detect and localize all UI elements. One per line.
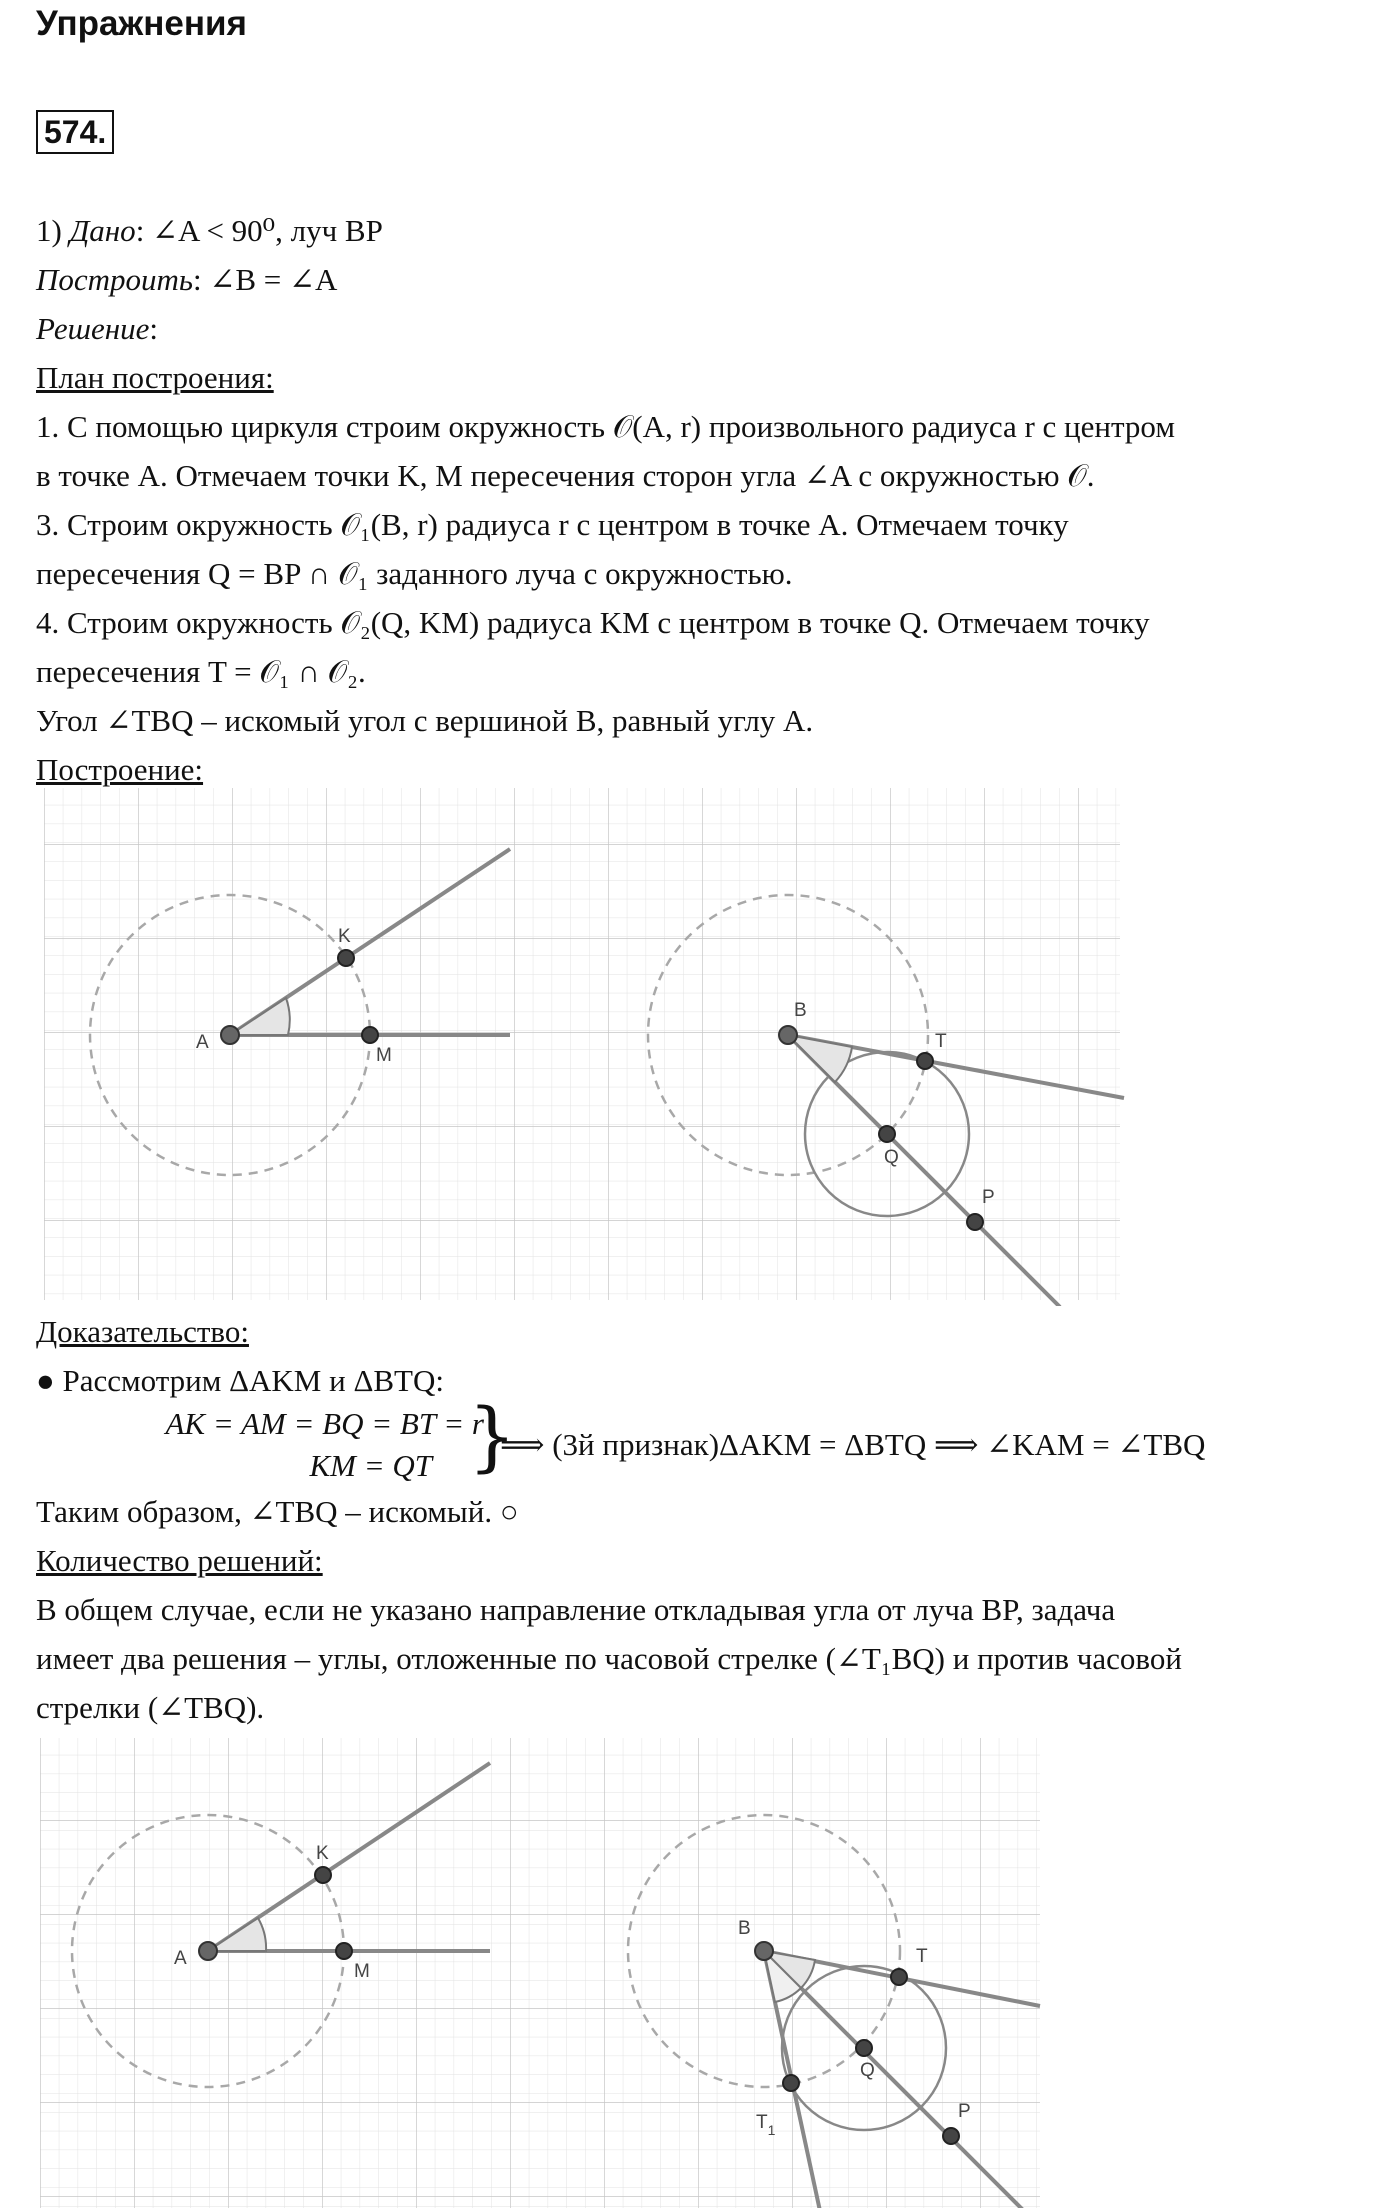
given-label: Дано	[69, 213, 136, 248]
given-line	[36, 206, 1376, 255]
point-T	[917, 1053, 933, 1069]
construct-text: : ∠B = ∠A	[193, 262, 338, 297]
point-K	[315, 1867, 331, 1883]
proof-heading: Доказательство:	[36, 1314, 249, 1349]
label-K: K	[338, 926, 351, 947]
plan-step-4b: пересечения T = 𝒪₁ ∩ 𝒪₂.	[36, 654, 366, 689]
point-P	[943, 2128, 959, 2144]
label-M: M	[354, 1961, 370, 1982]
construct-label: Построить	[36, 262, 194, 297]
point-A	[221, 1026, 239, 1044]
section-title: Упражнения	[36, 4, 247, 43]
label-B: B	[794, 1000, 807, 1021]
plan-conclusion: Угол ∠TBQ – искомый угол с вершиной B, равный углу A.	[36, 703, 814, 738]
label-K: K	[316, 1843, 329, 1864]
construction-figure-2	[0, 1736, 1400, 2208]
proof-eq2: KM = QT	[309, 1448, 432, 1483]
solutions-line-2: имеет два решения – углы, отложенные по часовой стрелке (∠T₁BQ) и против часовой	[36, 1641, 1182, 1676]
solution-label: Решение	[36, 311, 150, 346]
label-T1-main: T	[756, 2112, 768, 2133]
point-A	[199, 1942, 217, 1960]
proof-system	[84, 1403, 484, 1487]
point-B	[755, 1942, 773, 1960]
proof-conclusion: ⟹ (3й признак)ΔAKM = ΔBTQ ⟹ ∠KAM = ∠TBQ	[500, 1427, 1206, 1462]
solution-line	[36, 304, 1376, 353]
solutions-heading: Количество решений:	[36, 1543, 323, 1578]
point-M	[362, 1027, 378, 1043]
plan-step-1b: в точке A. Отмечаем точки K, M пересечения сторон угла ∠A с окружностью 𝒪.	[36, 458, 1095, 493]
construction-figure-1	[0, 786, 1400, 1306]
plan-step-1: 1. С помощью циркуля строим окружность 𝒪(A, r) произвольного радиуса r с центром	[36, 409, 1175, 444]
point-M	[336, 1943, 352, 1959]
point-T	[891, 1969, 907, 1985]
solution-text: :	[149, 311, 158, 346]
given-text: : ∠A < 90⁰, луч BP	[135, 213, 383, 248]
proof-consider: ● Рассмотрим ΔAKM и ΔBTQ:	[36, 1363, 444, 1398]
grid-major	[40, 1738, 1040, 2208]
point-P	[967, 1214, 983, 1230]
label-T1-sub: 1	[767, 2122, 776, 2138]
point-T1	[783, 2075, 799, 2091]
plan-heading: План построения:	[36, 360, 274, 395]
proof-block	[36, 1307, 1376, 1405]
given-prefix: 1)	[36, 213, 70, 248]
solutions-line-1: В общем случае, если не указано направление откладывая угла от луча BP, задача	[36, 1592, 1116, 1627]
solutions-block	[36, 1487, 1376, 1732]
label-A: A	[174, 1948, 187, 1969]
solutions-line-3: стрелки (∠TBQ).	[36, 1690, 265, 1725]
proof-eq1: AK = AM = BQ = BT = r	[165, 1406, 484, 1441]
proof-final: Таким образом, ∠TBQ – искомый. ○	[36, 1494, 519, 1529]
given-block	[36, 206, 1376, 794]
plan-step-3: 3. Строим окружность 𝒪₁(B, r) радиуса r с центром в точке A. Отмечаем точку	[36, 507, 1069, 542]
label-T: T	[935, 1031, 947, 1052]
point-Q	[856, 2040, 872, 2056]
plan-step-4: 4. Строим окружность 𝒪₂(Q, KM) радиуса KM с центром в точке Q. Отмечаем точку	[36, 605, 1150, 640]
plan-step-3b: пересечения Q = BP ∩ 𝒪₁ заданного луча с окружностью.	[36, 556, 793, 591]
exercise-number: 574.	[36, 110, 114, 154]
proof-brace: }	[468, 1391, 517, 1480]
label-T: T	[916, 1946, 928, 1967]
label-B: B	[738, 1918, 751, 1939]
label-A: A	[196, 1032, 209, 1053]
label-M: M	[376, 1045, 392, 1066]
label-Q: Q	[860, 2060, 875, 2081]
label-Q: Q	[884, 1147, 899, 1168]
point-Q	[879, 1126, 895, 1142]
label-P: P	[982, 1187, 995, 1208]
point-B	[779, 1026, 797, 1044]
label-P: P	[958, 2101, 971, 2122]
point-K	[338, 950, 354, 966]
construction-heading: Построение:	[36, 752, 204, 787]
construct-line	[36, 255, 1376, 304]
